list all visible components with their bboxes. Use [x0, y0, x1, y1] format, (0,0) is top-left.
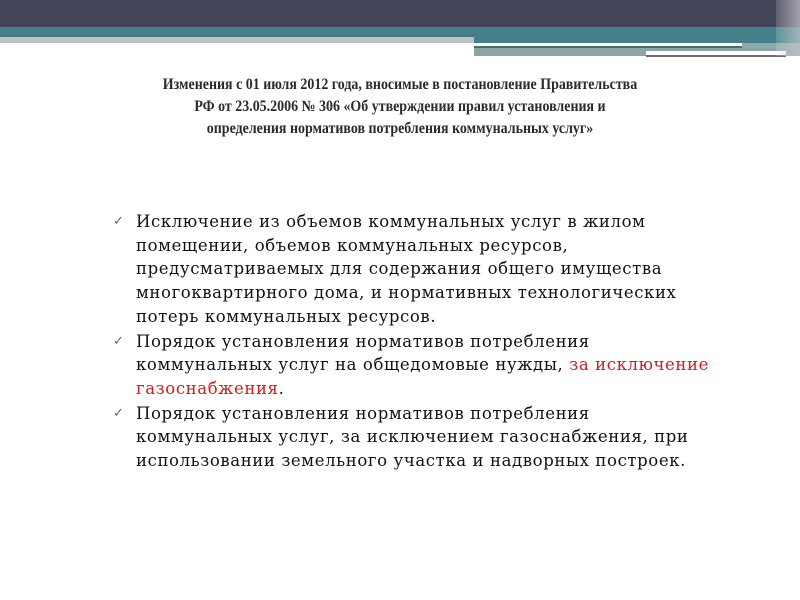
bullet-item [113, 330, 713, 401]
bullet-item [113, 210, 713, 329]
bullet-text: Исключение из объемов коммунальных услуг в жилом помещении, объемов коммунальных ресурсов, предусматриваемых для содержания общего имущества многоквартирного дома, и нормативных технологических потерь коммунальных ресурсов. [136, 212, 677, 326]
title-line: определения нормативов потребления коммунальных услуг» [206, 120, 594, 137]
bullet-highlight-text: за исключение газоснабжения [136, 355, 709, 398]
bullet-item [113, 402, 713, 473]
bullet-text: Порядок установления нормативов потребления коммунальных услуг на общедомовые нужды, [136, 331, 590, 375]
header-shadow-line [646, 55, 786, 57]
title-line: РФ от 23.05.2006 № 306 «Об утверждении правил установления и [194, 98, 606, 115]
header-gray-strip [0, 37, 474, 43]
bullet-text-end: . [278, 378, 285, 398]
header-teal-tab [474, 36, 800, 43]
checkmark-icon: ✓ [113, 405, 125, 421]
title-line: Изменения с 01 июля 2012 года, вносимые в постановление Правительства [162, 76, 638, 93]
slide-title [130, 74, 670, 140]
bullet-list [113, 210, 713, 474]
checkmark-icon: ✓ [113, 214, 125, 229]
checkmark-icon: ✓ [113, 333, 125, 349]
header-corner-sheen [776, 0, 800, 56]
header-dark-band [0, 0, 800, 27]
bullet-text: Порядок установления нормативов потребления коммунальных услуг, за исключением газоснабжения, при использовании земельного участка и надворных построек. [136, 403, 689, 471]
